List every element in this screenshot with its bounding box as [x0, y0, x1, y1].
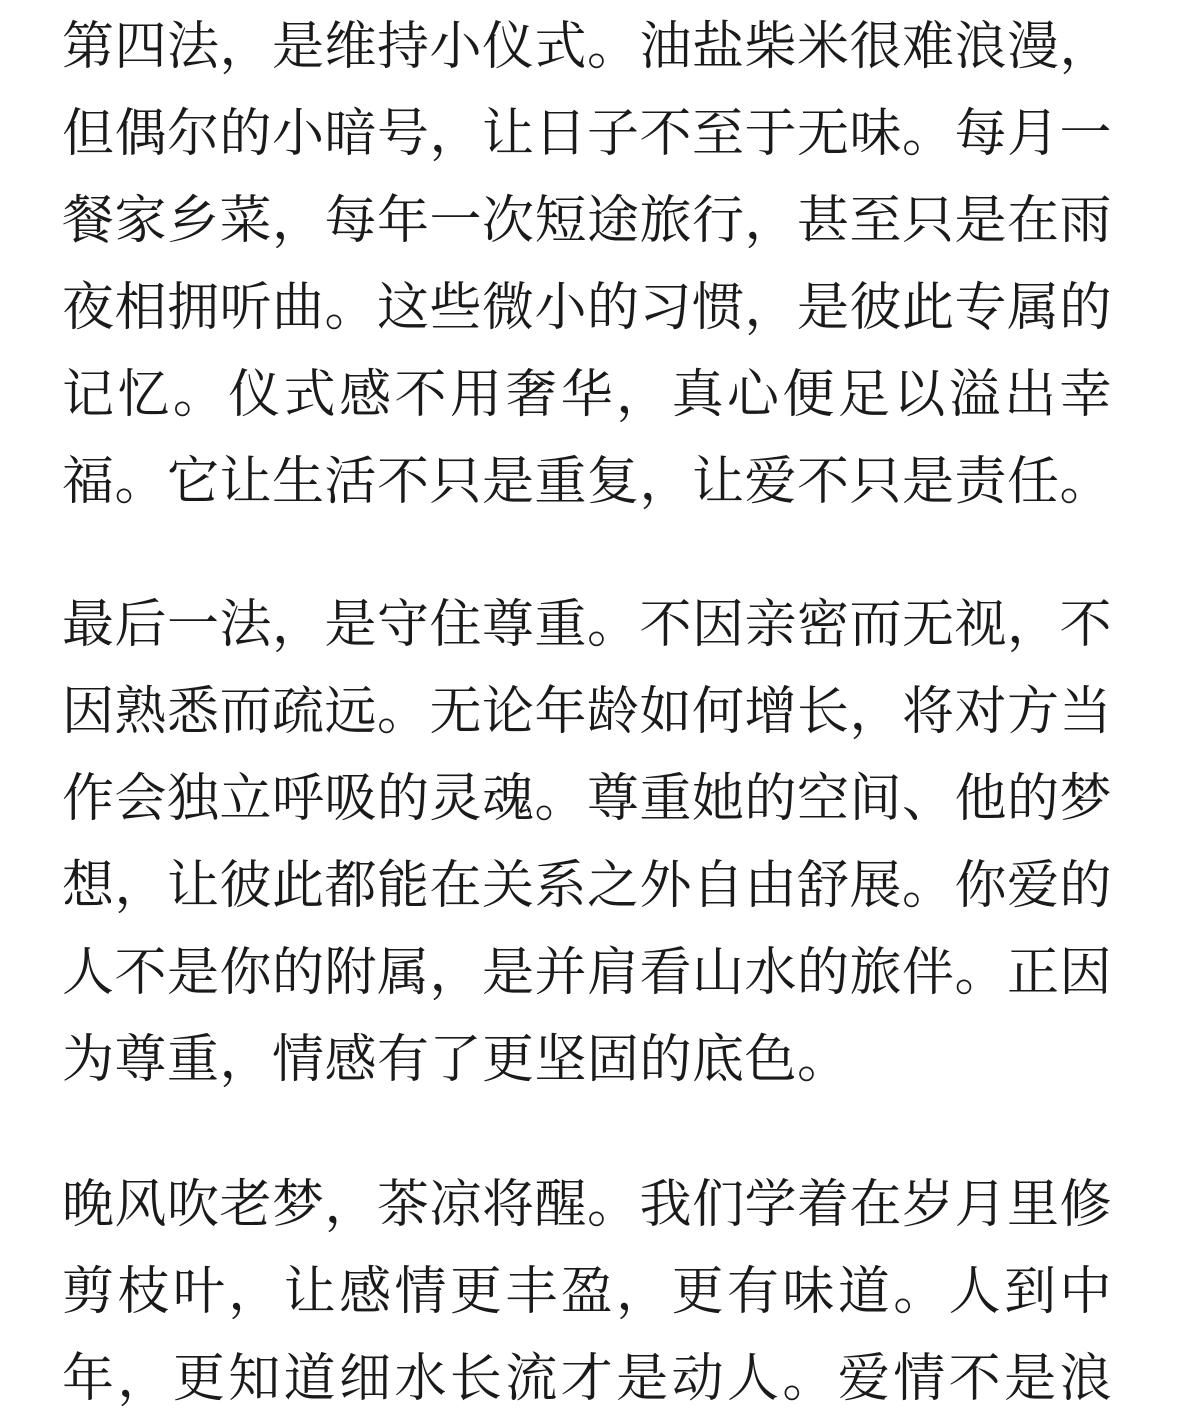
- text-line: 剪枝叶，让感情更丰盈，更有味道。人到中: [62, 1262, 1113, 1322]
- text-line: 第四法，是维持小仪式。油盐柴米很难浪漫，: [62, 17, 1113, 77]
- text-line: 餐家乡菜，每年一次短途旅行，甚至只是在雨: [62, 191, 1113, 251]
- text-line: 最后一法，是守住尊重。不因亲密而无视，不: [62, 595, 1113, 655]
- paragraph-ritual: [62, 4, 1112, 526]
- text-line: 为尊重，情感有了更坚固的底色。: [62, 1030, 850, 1090]
- text-line: 人不是你的附属，是并肩看山水的旅伴。正因: [62, 943, 1113, 1003]
- text-line: 年，更知道细水长流才是动人。爱情不是浪: [62, 1349, 1113, 1409]
- paragraph-conclusion: [62, 1162, 1112, 1423]
- text-line: 作会独立呼吸的灵魂。尊重她的空间、他的梦: [62, 769, 1113, 829]
- text-line: 晚风吹老梦，茶凉将醒。我们学着在岁月里修: [62, 1175, 1113, 1235]
- text-line: 因熟悉而疏远。无论年龄如何增长，将对方当: [62, 682, 1113, 742]
- text-line: 但偶尔的小暗号，让日子不至于无味。每月一: [62, 104, 1113, 164]
- paragraph-respect: [62, 582, 1112, 1104]
- text-line: 记忆。仪式感不用奢华，真心便足以溢出幸: [62, 365, 1113, 425]
- text-line: 夜相拥听曲。这些微小的习惯，是彼此专属的: [62, 278, 1113, 338]
- text-line: 福。它让生活不只是重复，让爱不只是责任。: [62, 452, 1113, 512]
- text-line: 想，让彼此都能在关系之外自由舒展。你爱的: [62, 856, 1113, 916]
